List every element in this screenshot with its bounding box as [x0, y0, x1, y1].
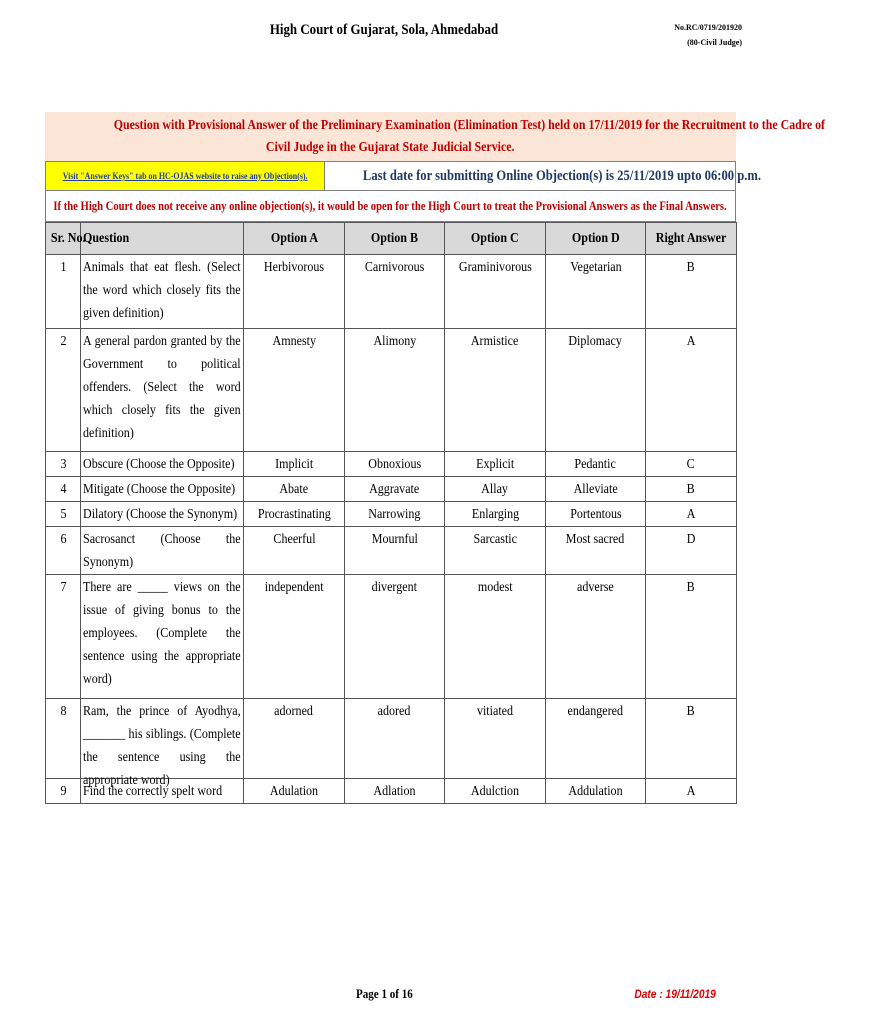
objection-row — [45, 162, 762, 191]
col-header-option-d: Option D — [546, 223, 646, 255]
cell-right-answer: A — [646, 329, 737, 452]
table-row — [46, 255, 737, 329]
cell-option-d: Pedantic — [546, 452, 646, 477]
cell-option-b: Carnivorous — [345, 255, 445, 329]
cell-sr: 5 — [46, 502, 81, 527]
cell-right-answer: B — [646, 477, 737, 502]
cell-option-d: Portentous — [546, 502, 646, 527]
notice-text: If the High Court does not receive any online objection(s), it would be open for the High Court to treat the Provisional Answers as the Final Answers. — [53, 198, 728, 213]
cell-question: There are _____ views on the issue of giving bonus to the employees. (Complete the sentence using the appropriate word) — [81, 575, 244, 699]
cell-right-answer: B — [646, 255, 737, 329]
cell-option-b: Aggravate — [345, 477, 445, 502]
col-header-right-answer: Right Answer — [646, 223, 737, 255]
table-row — [46, 575, 737, 699]
cell-right-answer: C — [646, 452, 737, 477]
cell-sr: 9 — [46, 779, 81, 804]
cell-option-d: Diplomacy — [546, 329, 646, 452]
cell-option-d: Alleviate — [546, 477, 646, 502]
cell-option-d: Addulation — [546, 779, 646, 804]
cell-option-b: Alimony — [345, 329, 445, 452]
final-answer-notice — [45, 191, 736, 222]
table-row — [46, 699, 737, 779]
cell-option-c: vitiated — [445, 699, 546, 779]
objection-link-box[interactable] — [46, 162, 325, 190]
cell-sr: 7 — [46, 575, 81, 699]
banner-line-1: Question with Provisional Answer of the Preliminary Examination (Elimination Test) held on 17/11/2019 for the Recruitment to the Cadre of — [113, 118, 826, 133]
ref-sub: (80-Civil Judge) — [687, 38, 742, 47]
cell-option-a: Amnesty — [244, 329, 345, 452]
exam-banner — [45, 112, 826, 162]
col-header-sr: Sr. No. — [46, 223, 81, 255]
cell-option-d: endangered — [546, 699, 646, 779]
banner-line-2: Civil Judge in the Gujarat State Judicial Service. — [266, 140, 515, 155]
cell-question: A general pardon granted by the Government to political offenders. (Select the word which closely fits the given definition) — [81, 329, 244, 452]
cell-question: Find the correctly spelt word — [81, 779, 244, 804]
document-date: Date : 19/11/2019 — [634, 987, 716, 1001]
cell-option-c: modest — [445, 575, 546, 699]
table-row — [46, 329, 737, 452]
cell-option-b: adored — [345, 699, 445, 779]
cell-option-a: Herbivorous — [244, 255, 345, 329]
cell-option-b: Obnoxious — [345, 452, 445, 477]
cell-option-a: Implicit — [244, 452, 345, 477]
cell-option-a: Procrastinating — [244, 502, 345, 527]
cell-right-answer: A — [646, 779, 737, 804]
cell-option-d: Vegetarian — [546, 255, 646, 329]
deadline-text: Last date for submitting Online Objection(s) is 25/11/2019 upto 06:00 p.m. — [363, 167, 762, 184]
col-header-option-b: Option B — [345, 223, 445, 255]
ref-no: No.RC/0719/201920 — [674, 23, 742, 32]
table-row — [46, 527, 737, 575]
cell-option-d: adverse — [546, 575, 646, 699]
cell-question: Mitigate (Choose the Opposite) — [81, 477, 244, 502]
col-header-option-a: Option A — [244, 223, 345, 255]
cell-option-b: Mournful — [345, 527, 445, 575]
cell-option-d: Most sacred — [546, 527, 646, 575]
objection-link[interactable]: Visit "Answer Keys" tab on HC-OJAS website to raise any Objection(s). — [62, 171, 308, 181]
cell-option-a: Abate — [244, 477, 345, 502]
cell-option-c: Adulction — [445, 779, 546, 804]
cell-sr: 4 — [46, 477, 81, 502]
cell-question: Ram, the prince of Ayodhya, _______ his siblings. (Complete the sentence using the appropriate word) — [81, 699, 244, 779]
cell-right-answer: B — [646, 575, 737, 699]
cell-question: Sacrosanct (Choose the Synonym) — [81, 527, 244, 575]
cell-sr: 2 — [46, 329, 81, 452]
col-header-option-c: Option C — [445, 223, 546, 255]
cell-option-c: Armistice — [445, 329, 546, 452]
cell-option-b: Narrowing — [345, 502, 445, 527]
cell-question: Dilatory (Choose the Synonym) — [81, 502, 244, 527]
answer-table — [45, 222, 737, 804]
table-header-row — [46, 223, 737, 255]
cell-option-c: Sarcastic — [445, 527, 546, 575]
cell-option-b: Adlation — [345, 779, 445, 804]
cell-option-c: Explicit — [445, 452, 546, 477]
cell-question: Animals that eat flesh. (Select the word which closely fits the given definition) — [81, 255, 244, 329]
table-row — [46, 502, 737, 527]
cell-question: Obscure (Choose the Opposite) — [81, 452, 244, 477]
cell-option-a: adorned — [244, 699, 345, 779]
cell-right-answer: B — [646, 699, 737, 779]
table-row — [46, 779, 737, 804]
cell-option-c: Enlarging — [445, 502, 546, 527]
cell-sr: 6 — [46, 527, 81, 575]
page-title: High Court of Gujarat, Sola, Ahmedabad — [269, 22, 499, 38]
table-row — [46, 477, 737, 502]
col-header-question: Question — [81, 223, 244, 255]
cell-sr: 3 — [46, 452, 81, 477]
cell-option-c: Graminivorous — [445, 255, 546, 329]
cell-option-a: Cheerful — [244, 527, 345, 575]
table-row — [46, 452, 737, 477]
cell-option-b: divergent — [345, 575, 445, 699]
reference-number — [674, 20, 742, 50]
cell-sr: 8 — [46, 699, 81, 779]
deadline-box — [325, 162, 799, 190]
cell-right-answer: D — [646, 527, 737, 575]
answer-key-frame — [45, 112, 826, 804]
page-number: Page 1 of 16 — [355, 986, 413, 1001]
cell-option-a: Adulation — [244, 779, 345, 804]
cell-sr: 1 — [46, 255, 81, 329]
cell-option-a: independent — [244, 575, 345, 699]
cell-right-answer: A — [646, 502, 737, 527]
cell-option-c: Allay — [445, 477, 546, 502]
